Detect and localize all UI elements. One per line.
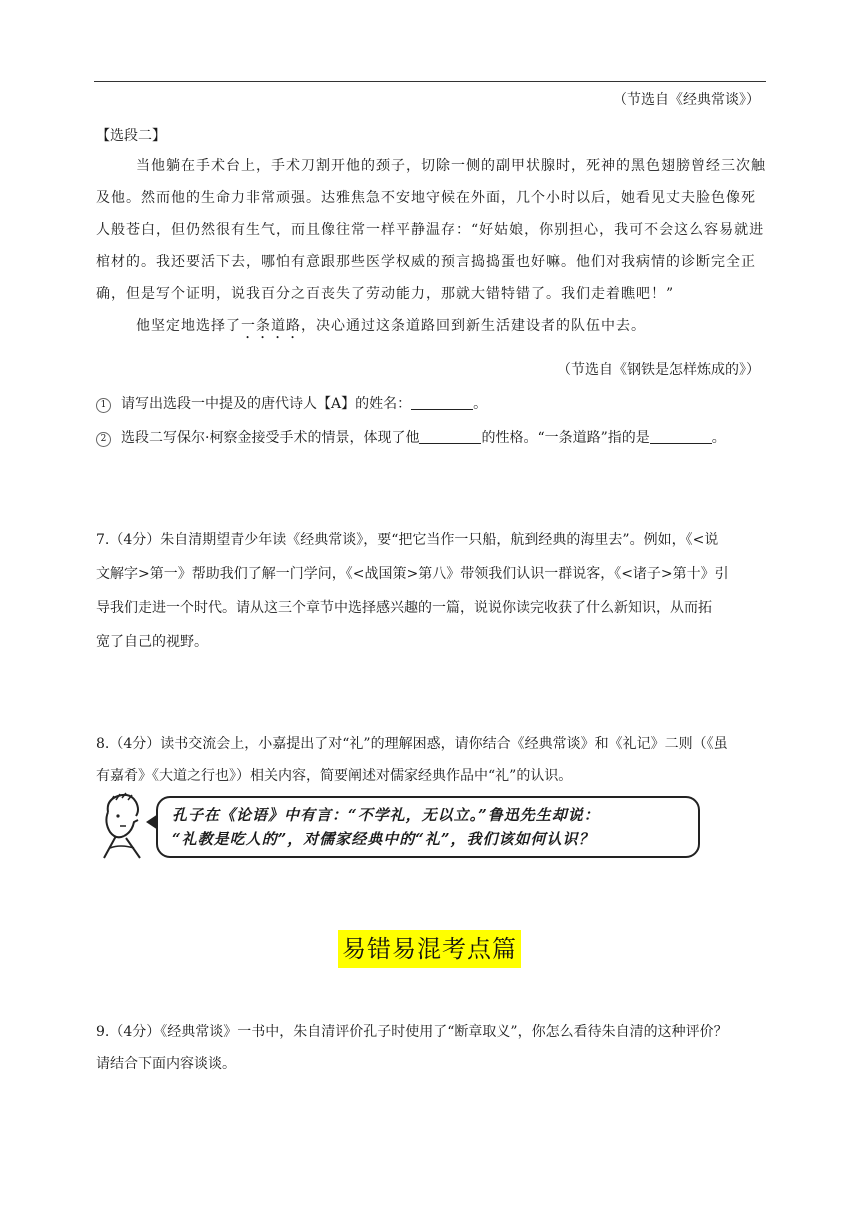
q6-item-2-text-b: 的性格。“一条道路”指的是 [481, 430, 650, 446]
circled-number: 2 [96, 432, 111, 447]
q6-item-2 [96, 428, 726, 448]
q7-line: 7.（4分）朱自清期望青少年读《经典常谈》，要“把它当作一只船，航到经典的海里去”。例如，《<说 [96, 532, 719, 548]
answer-blank[interactable] [419, 429, 481, 444]
q6-item-1 [96, 394, 487, 414]
q9-line: 9.（4分）《经典常谈》一书中，朱自清评价孔子时使用了“断章取义”，你怎么看待朱自清的这种评价？ [96, 1024, 728, 1040]
q6-item-1-end: 。 [473, 396, 488, 412]
segment2-para1-line: 棺材的。我还要活下去，哪怕有意跟那些医学权威的预言捣捣蛋也好嘛。他们对我病情的诊断完全正 [96, 254, 756, 270]
q8-line: 8.（4分）读书交流会上，小嘉提出了对“礼”的理解困惑，请你结合《经典常谈》和《礼记》二则（《虽 [96, 736, 728, 752]
bubble-text-line: “礼教是吃人的”，对儒家经典中的“礼”，我们该如何认识？ [172, 830, 595, 848]
para2-before: 他坚定地选择了 [136, 318, 241, 334]
segment2-para1-line: 当他躺在手术台上，手术刀割开他的颈子，切除一侧的副甲状腺时，死神的黑色翅膀曾经三次触 [136, 158, 766, 174]
top-rule [94, 81, 766, 82]
illustration-speech [96, 792, 702, 860]
speech-bubble [156, 796, 700, 858]
source-citation-2: （节选自《钢铁是怎样炼成的》） [557, 362, 760, 378]
q6-item-2-end: 。 [711, 430, 726, 446]
answer-blank[interactable] [650, 429, 712, 444]
circled-number: 1 [96, 398, 111, 413]
q7-line: 宽了自己的视野。 [96, 634, 208, 650]
section-title: 易错易混考点篇 [338, 930, 521, 968]
segment2-para2 [136, 316, 646, 342]
source-citation-1: （节选自《经典常谈》） [613, 92, 760, 108]
segment2-para1-line: 确，但是写个证明，说我百分之百丧失了劳动能力，那就大错特错了。我们走着瞧吧！” [96, 286, 675, 302]
q7-line: 导我们走进一个时代。请从这三个章节中选择感兴趣的一篇，说说你读完收获了什么新知识，从而拓 [96, 600, 712, 616]
segment2-para1-line: 及他。然而他的生命力非常顽强。达雅焦急不安地守候在外面，几个小时以后，她看见丈夫脸色像死 [96, 190, 756, 206]
q7-line: 文解字>第一》帮助我们了解一门学问，《<战国策>第八》带领我们认识一群说客，《<诸子>第十》引 [96, 566, 729, 582]
segment2-heading: 【选段二】 [96, 128, 166, 144]
para2-after: ，决心通过这条道路回到新生活建设者的队伍中去。 [301, 318, 646, 334]
bubble-text-line: 孔子在《论语》中有言：“不学礼，无以立。”鲁迅先生却说： [172, 806, 600, 824]
answer-blank[interactable] [411, 395, 473, 410]
segment2-para1-line: 人般苍白，但仍然很有生气，而且像往常一样平静温存：“好姑娘，你别担心，我可不会这么容易就进 [96, 222, 765, 238]
q9-line: 请结合下面内容谈谈。 [96, 1056, 236, 1072]
q6-item-1-text: 请写出选段一中提及的唐代诗人【A】的姓名： [121, 396, 412, 412]
person-sketch-icon [96, 792, 152, 860]
emphasized-phrase: 一条道路 [241, 318, 301, 334]
q8-line: 有嘉肴》《大道之行也》）相关内容，简要阐述对儒家经典作品中“礼”的认识。 [96, 768, 573, 784]
q6-item-2-text-a: 选段二写保尔·柯察金接受手术的情景，体现了他 [121, 430, 420, 446]
